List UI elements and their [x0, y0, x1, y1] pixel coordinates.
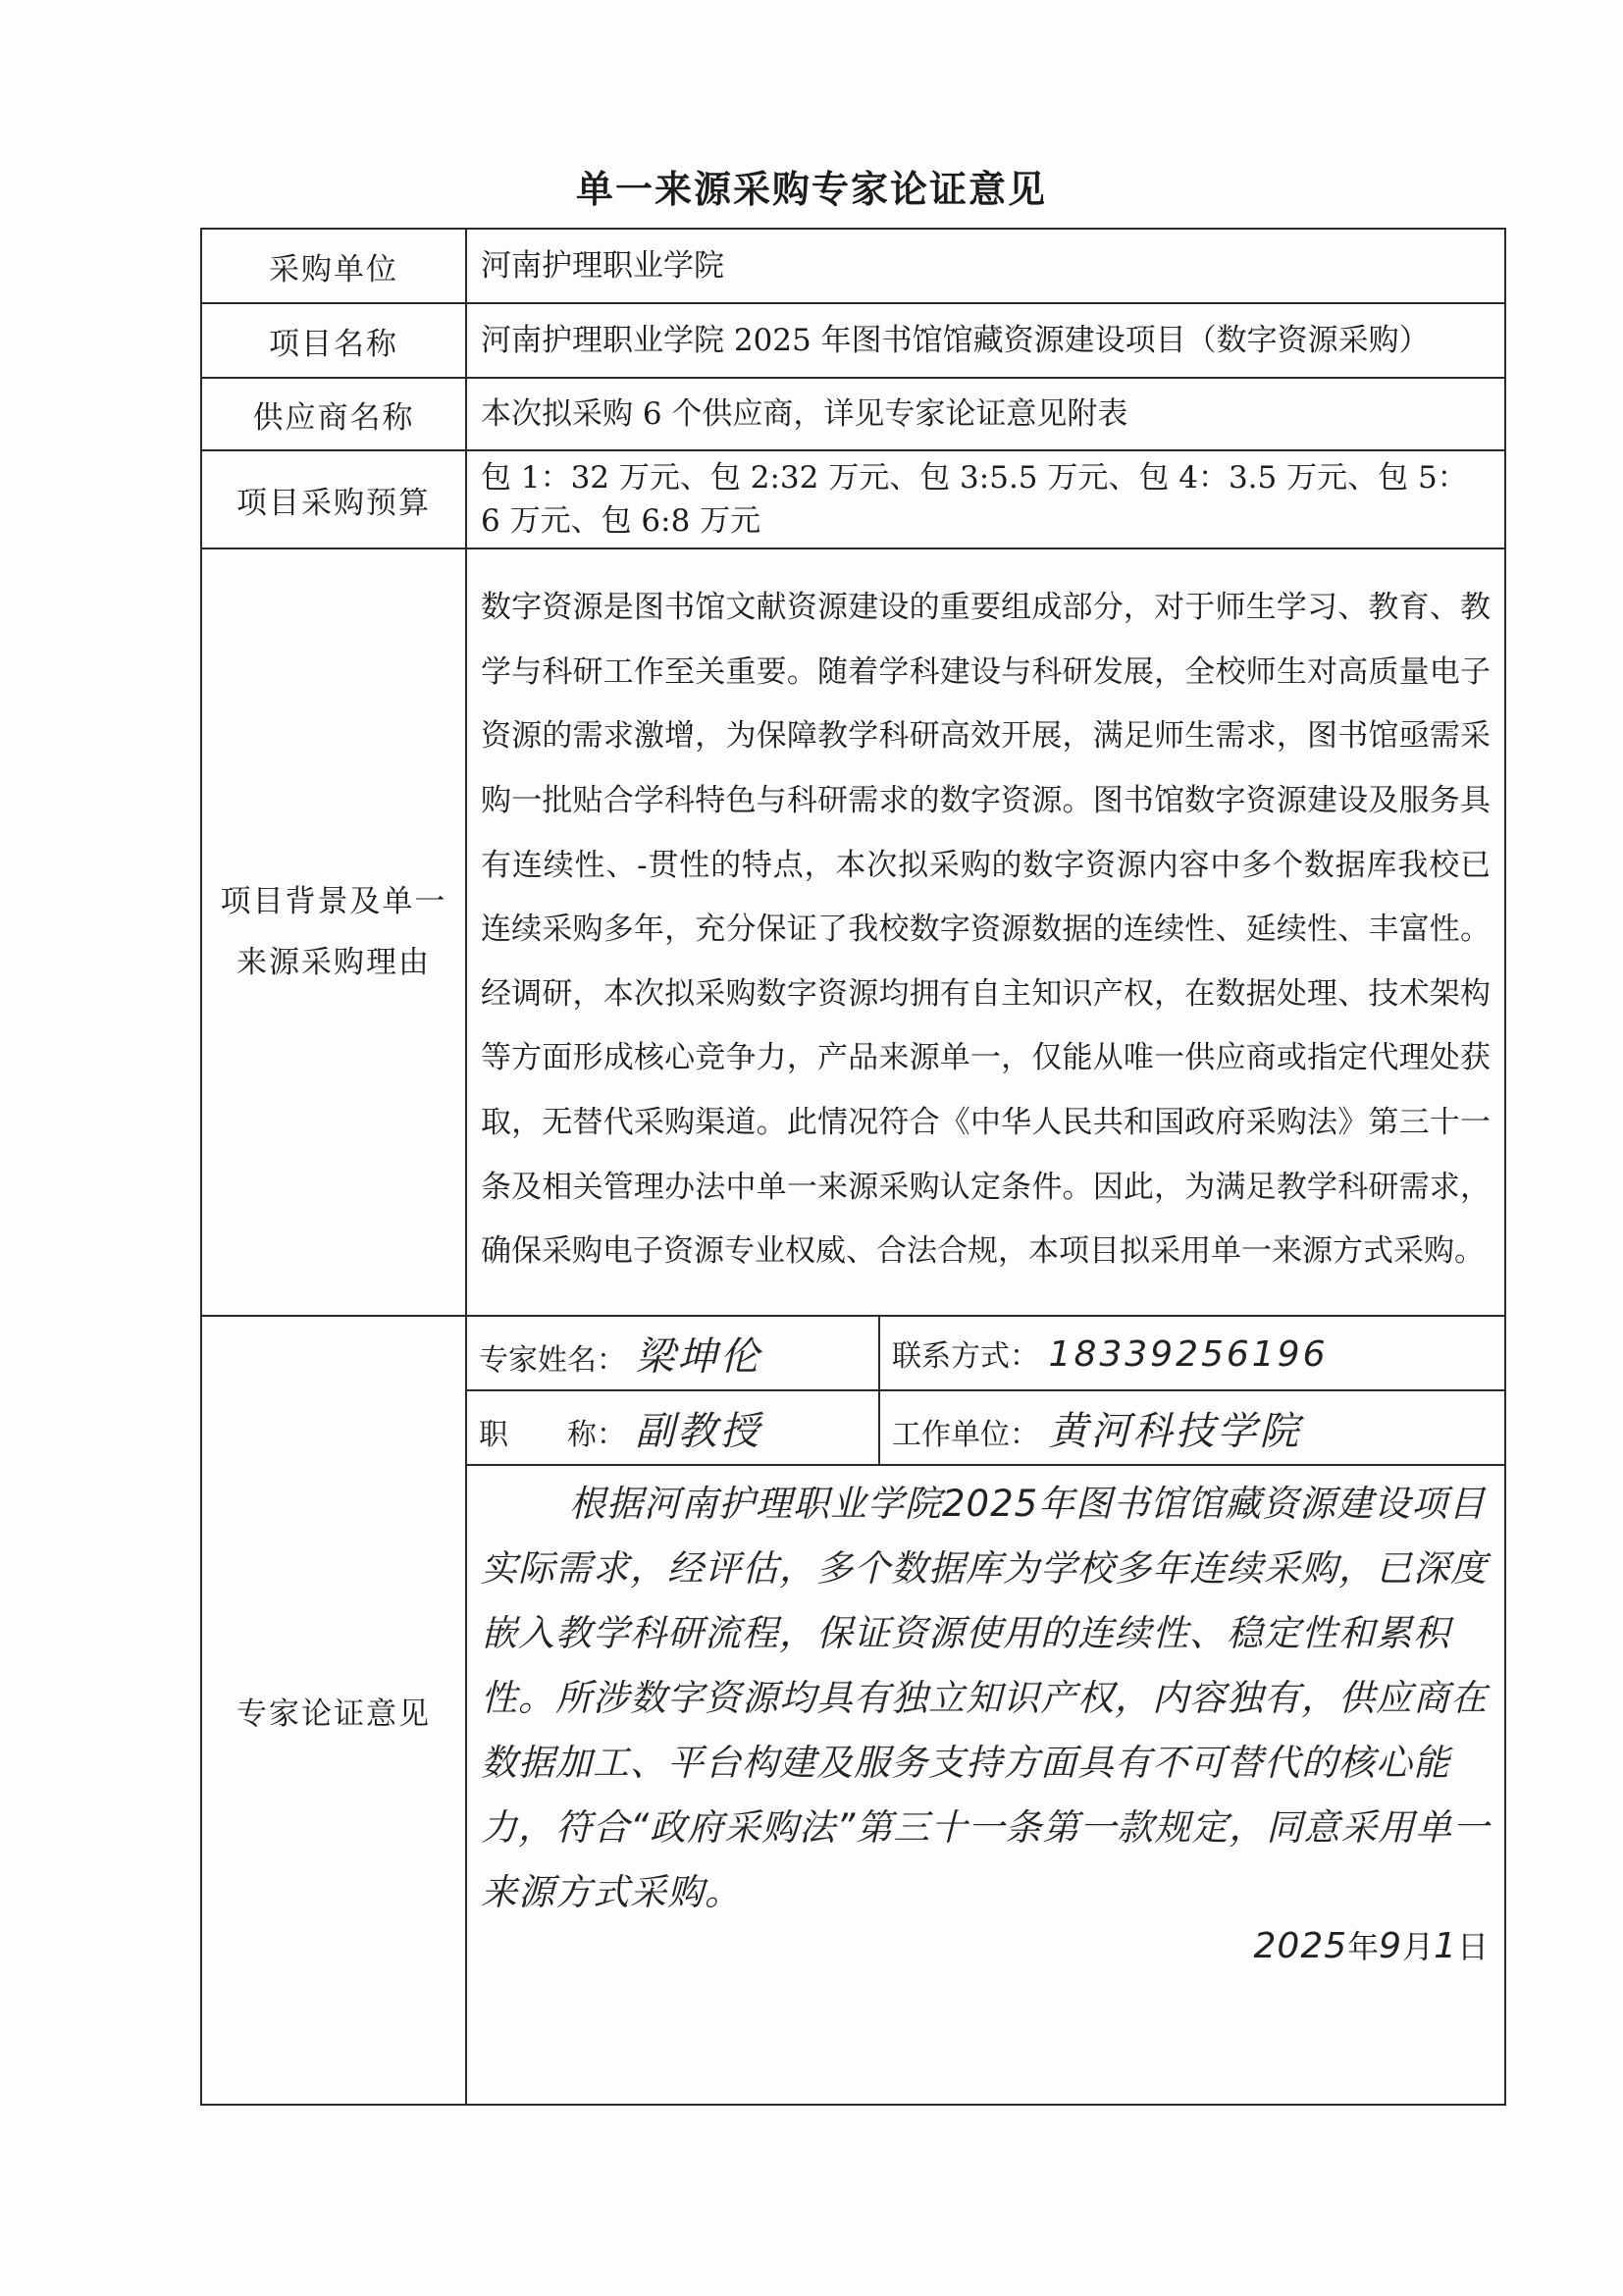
expert-work-cell	[879, 1390, 1504, 1465]
expert-name-signature: 梁坤伦	[635, 1333, 762, 1380]
expert-opinion-handwriting: 根据河南护理职业学院2025年图书馆馆藏资源建设项目实际需求，经评估，多个数据库为学校多年连续采购，已深度嵌入教学科研流程，保证资源使用的连续性、稳定性和累积性。所涉数字资源均具有独立知识产权，内容独有，供应商在数据加工、平台构建及服务支持方面具有不可替代的核心能力，符合“政府采购法”第三十一条第一款规定，同意采用单一来源方式采购。	[481, 1483, 1491, 1913]
document-title: 单一来源采购专家论证意见	[575, 167, 1047, 211]
expert-title-cell	[467, 1390, 879, 1465]
date-month-suffix: 月	[1402, 1928, 1435, 1965]
expert-contact-cell	[879, 1317, 1504, 1390]
date-month: 9	[1379, 1926, 1403, 1966]
row-project-name	[201, 303, 1505, 378]
value-purchasing-unit: 河南护理职业学院	[466, 229, 1505, 303]
label-budget: 项目采购预算	[201, 450, 466, 548]
expert-title-label: 职 称：	[479, 1417, 626, 1452]
date-year: 2025	[1253, 1926, 1348, 1966]
label-background-line-2: 来源采购理由	[236, 945, 431, 980]
expert-contact-value: 18339256196	[1048, 1334, 1329, 1375]
label-expert-opinion: 专家论证意见	[201, 1316, 466, 2105]
row-budget	[201, 450, 1505, 548]
value-budget	[466, 450, 1505, 548]
expert-name-label: 专家姓名：	[479, 1342, 626, 1378]
value-project-name: 河南护理职业学院 2025 年图书馆馆藏资源建设项目（数字资源采购）	[466, 303, 1505, 378]
expert-work-value: 黄河科技学院	[1048, 1408, 1302, 1454]
background-text: 数字资源是图书馆文献资源建设的重要组成部分，对于师生学习、教育、教学与科研工作至关重要。随着学科建设与科研发展，全校师生对高质量电子资源的需求激增，为保障教学科研高效开展，满足师生需求，图书馆亟需采购一批贴合学科特色与科研需求的数字资源。图书馆数字资源建设及服务具有连续性、-贯性的特点，本次拟采购的数字资源内容中多个数据库我校已连续采购多年，充分保证了我校数字资源数据的连续性、延续性、丰富性。经调研，本次拟采购数字资源均拥有自主知识产权，在数据处理、技术架构等方面形成核心竞争力，产品来源单一，仅能从唯一供应商或指定代理处获取，无替代采购渠道。此情况符合《中华人民共和国政府采购法》第三十一条及相关管理办法中单一来源采购认定条件。因此，为满足教学科研需求，确保采购电子资源专业权威、合法合规，本项目拟采用单一来源方式采购。	[466, 548, 1505, 1316]
budget-line-1: 包 1：32 万元、包 2:32 万元、包 3:5.5 万元、包 4：3.5 万元、包 5：	[481, 460, 1468, 496]
label-background	[201, 548, 466, 1316]
value-supplier-name: 本次拟采购 6 个供应商，详见专家论证意见附表	[466, 378, 1505, 450]
row-expert	[201, 1316, 1505, 2105]
expert-work-label: 工作单位：	[892, 1417, 1039, 1452]
label-background-line-1: 项目背景及单一	[220, 884, 447, 919]
date-day: 1	[1434, 1926, 1457, 1966]
expert-info-table	[467, 1317, 1504, 1466]
row-purchasing-unit	[201, 229, 1505, 303]
expert-title-value: 副教授	[635, 1408, 762, 1454]
label-project-name: 项目名称	[201, 303, 466, 378]
row-supplier-name	[201, 378, 1505, 450]
opinion-date	[1254, 1922, 1489, 1967]
expert-opinion-area	[467, 1466, 1504, 2104]
expert-name-cell	[467, 1317, 879, 1390]
row-background	[201, 548, 1505, 1316]
argument-form	[200, 228, 1506, 2106]
expert-contact-label: 联系方式：	[892, 1339, 1039, 1374]
budget-line-2: 6 万元、包 6:8 万元	[481, 503, 761, 539]
date-day-suffix: 日	[1456, 1928, 1489, 1965]
date-year-suffix: 年	[1347, 1928, 1380, 1965]
label-purchasing-unit: 采购单位	[201, 229, 466, 303]
expert-section	[466, 1316, 1505, 2105]
label-supplier-name: 供应商名称	[201, 378, 466, 450]
